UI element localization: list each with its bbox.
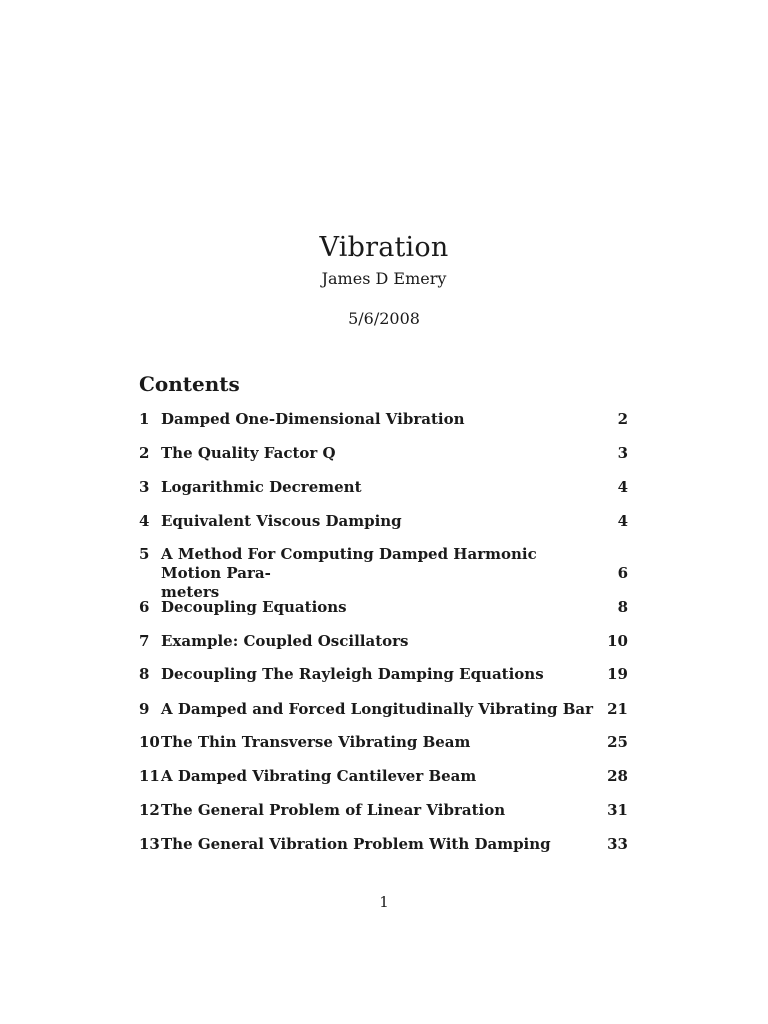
toc-entry-title: Example: Coupled Oscillators <box>161 632 409 650</box>
toc-entry-number: 11 <box>139 767 160 785</box>
toc-entry-page: 8 <box>617 598 628 616</box>
toc-entry-page: 25 <box>607 733 628 751</box>
toc-entry-number: 7 <box>139 632 150 650</box>
page-number: 1 <box>379 893 389 911</box>
toc-entry-title: The General Vibration Problem With Damping <box>161 835 551 853</box>
contents-heading: Contents <box>139 372 240 396</box>
toc-entry-page: 28 <box>607 767 628 785</box>
document-date: 5/6/2008 <box>348 309 420 328</box>
toc-entry-page: 2 <box>617 410 628 428</box>
toc-entry-page: 21 <box>607 700 628 718</box>
toc-entry-title: The Thin Transverse Vibrating Beam <box>161 733 471 751</box>
toc-entry-title: Damped One-Dimensional Vibration <box>161 410 465 428</box>
toc-entry-number: 12 <box>139 801 160 819</box>
toc-entry-title: Equivalent Viscous Damping <box>161 512 402 530</box>
toc-entry-number: 2 <box>139 444 150 462</box>
toc-entry-page: 31 <box>607 801 628 819</box>
toc-entry-title: Decoupling The Rayleigh Damping Equations <box>161 665 544 683</box>
toc-entry-title: Decoupling Equations <box>161 598 347 616</box>
toc-entry-title: Logarithmic Decrement <box>161 478 362 496</box>
toc-entry-number: 10 <box>139 733 160 751</box>
toc-entry-page: 10 <box>607 632 628 650</box>
toc-entry-page: 3 <box>617 444 628 462</box>
toc-entry-number: 9 <box>139 700 150 718</box>
toc-entry-number: 1 <box>139 410 150 428</box>
toc-entry-page: 6 <box>617 564 628 582</box>
toc-entry-number: 13 <box>139 835 160 853</box>
toc-entry-number: 8 <box>139 665 150 683</box>
toc-entry-page: 4 <box>617 512 628 530</box>
document-title: Vibration <box>319 232 449 264</box>
toc-entry-title <box>161 545 601 602</box>
toc-entry-page: 19 <box>607 665 628 683</box>
toc-entry-page: 4 <box>617 478 628 496</box>
toc-entry-title: A Damped Vibrating Cantilever Beam <box>161 767 477 785</box>
toc-entry-title-line: A Method For Computing Damped Harmonic Motion Para- <box>161 545 537 582</box>
toc-entry-page: 33 <box>607 835 628 853</box>
toc-entry-number: 6 <box>139 598 150 616</box>
document-author: James D Emery <box>321 269 447 288</box>
toc-entry-title-line: meters <box>161 583 220 601</box>
toc-entry-title: The Quality Factor Q <box>161 444 336 462</box>
toc-entry-title: A Damped and Forced Longitudinally Vibrating Bar <box>161 700 594 718</box>
toc-entry-number: 5 <box>139 545 150 563</box>
toc-entry-title: The General Problem of Linear Vibration <box>161 801 506 819</box>
toc-entry-number: 3 <box>139 478 150 496</box>
toc-entry-number: 4 <box>139 512 150 530</box>
